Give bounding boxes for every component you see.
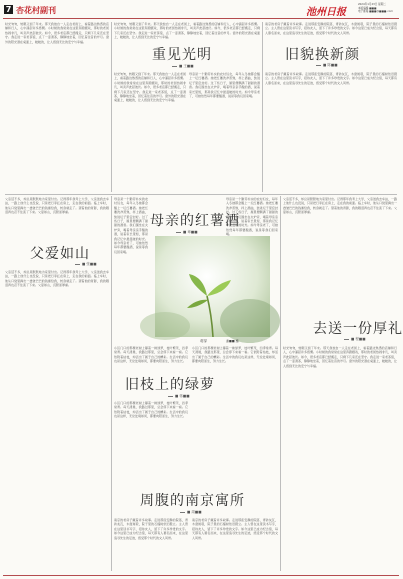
- article-byline: ■ 周■■: [180, 510, 202, 515]
- article-body: 小区门口的那棵老树上攀着一株绿萝，枝叶繁茂，四季常青。每天清晨，我路过那里，总会停下来看一看。它依附着枯枝，却活出了属于自己的精彩。生活中的我们也是这样，无论处境如何，都要向阳而生，努力生长。: [114, 401, 188, 419]
- article-body: 南京的老房子藏着许多故事。走进那座安静的院落，青砖灰瓦，木窗斑驳，院子里的石榴树依旧挺立。主人曾在这里读书写字，招待友人，留下了许多珍贵的文字。如今这里已成为纪念馆，每天都有人慕名而来，在这里追寻先生的足迹，感受那个时代的文人风骨。: [265, 22, 398, 35]
- issue-meta: [358, 3, 393, 14]
- article-byline: ■ 蒋■■: [168, 394, 190, 399]
- article-title: 周腹的南京寓所: [140, 493, 245, 509]
- article-byline: ■ 陈■■: [316, 63, 338, 68]
- article-body: 南京的老房子藏着许多故事。走进那座安静的院落，青砖灰瓦，木窗斑驳，院子里的石榴树依旧挺立。主人曾在这里读书写字，招待友人，留下了许多珍贵的文字。如今这里已成为纪念馆，每天都有人慕名而来，在这里追寻先生的足迹，感受那个时代的文人风骨。: [192, 518, 278, 540]
- article-title: 重见光明: [152, 47, 212, 63]
- article-title: 旧枝上的绿萝: [125, 377, 215, 393]
- page-number: 7: [5, 5, 12, 14]
- article-title: 父爱如山: [30, 246, 90, 262]
- article-body: 小区门口的那棵老树上攀着一株绿萝，枝叶繁茂，四季常青。每天清晨，我路过那里，总会停下来看一看。它依附着枯枝，却活出了属于自己的精彩。生活中的我们也是这样，无论处境如何，都要向阳而生，努力生长。: [192, 346, 278, 364]
- article-byline: ■ 程■■: [344, 337, 366, 342]
- column-divider: [262, 22, 263, 192]
- column-divider: [111, 22, 112, 192]
- article-body: 南京的老房子藏着许多故事。走进那座安静的院落，青砖灰瓦，木窗斑驳，院子里的石榴树依旧挺立。主人曾在这里读书写字，招待友人，留下了许多珍贵的文字。如今这里已成为纪念馆，每天都有人慕名而来，在这里追寻先生的足迹，感受那个时代的文人风骨。: [265, 72, 398, 85]
- article-byline: ■ 章■■: [176, 230, 198, 235]
- article-body: 时光匆匆，转眼又到了年末。那天我独自一人走在老街上，看着路边熟悉的店铺和行人，心中涌起许多感慨。小时候的我常常在这里奔跑嬉戏，那时的老街热闹非凡，叫卖声此起彼伏。如今，很多老店都已经搬走，只剩下几家还在坚守。我走进一家老茶馆，点了一壶清茶，静静地坐着，回忆着往昔的岁月。窗外的阳光洒在桌面上，暖暖的，让人感到无比的安宁与幸福。: [283, 346, 398, 368]
- article-body: 时光匆匆，转眼又到了年末。那天我独自一人走在老街上，看着路边熟悉的店铺和行人，心中涌起许多感慨。小时候的我常常在这里奔跑嬉戏，那时的老街热闹非凡，叫卖声此起彼伏。如今，很多老店都已经搬走，只剩下几家还在坚守。我走进一家老茶馆，点了一壶清茶，静静地坐着，回忆着往昔的岁月。窗外的阳光洒在桌面上，暖暖的，让人感到无比的安宁与幸福。: [5, 22, 109, 44]
- article-body: 时光匆匆，转眼又到了年末。那天我独自一人走在老街上，看着路边熟悉的店铺和行人，心中涌起许多感慨。小时候的我常常在这里奔跑嬉戏，那时的老街热闹非凡，叫卖声此起彼伏。如今，很多老店都已经搬走，只剩下几家还在坚守。我走进一家老茶馆，点了一壶清茶，静静地坐着，回忆着往昔的岁月。窗外的阳光洒在桌面上，暖暖的，让人感到无比的安宁与幸福。: [114, 72, 187, 103]
- editor-line: 本版编辑 ■■■: [358, 6, 377, 10]
- footer-rule: [3, 575, 399, 576]
- article-body: 母亲是一个勤劳朴实的农村妇女，每年入冬她都会酿上一坛红薯酒。她把红薯洗净蒸熟，拌上酒曲，装进坛子里密封好。过了些日子，屋里便飘满了甜甜的酒香。我们围坐在火炉旁，喝着母亲亲手酿的酒，说着家长里短，那是我记忆中最温暖的时光。如今母亲老了，可她依然每年都要酿酒，说是等我们回家喝。: [114, 197, 148, 254]
- article-title: 去送一份厚礼: [313, 321, 403, 337]
- article-body: 父亲话不多，却总是默默地为家里付出。记得那年我考上大学，父亲送我去车站，一路上他什么也没说，只是把行李扛在肩上，走在我的前面。临上车时，他从口袋里掏出一叠皱巴巴的钱塞给我，转身就走了。望着他的背影，我的眼泪再也忍不住流了下来。父爱如山，沉默而厚重。: [5, 197, 109, 215]
- article-body: 母亲是一个勤劳朴实的农村妇女，每年入冬她都会酿上一坛红薯酒。她把红薯洗净蒸熟，拌上酒曲，装进坛子里密封好。过了些日子，屋里便飘满了甜甜的酒香。我们围坐在火炉旁，喝着母亲亲手酿的酒，说着家长里短，那是我记忆中最温暖的时光。如今母亲老了，可她依然每年都要酿酒，说是等我们回家喝。: [226, 197, 278, 237]
- article-body: 时光匆匆，转眼又到了年末。那天我独自一人走在老街上，看着路边熟悉的店铺和行人，心中涌起许多感慨。小时候的我常常在这里奔跑嬉戏，那时的老街热闹非凡，叫卖声此起彼伏。如今，很多老店都已经搬走，只剩下几家还在坚守。我走进一家老茶馆，点了一壶清茶，静静地坐着，回忆着往昔的岁月。窗外的阳光洒在桌面上，暖暖的，让人感到无比的安宁与幸福。: [114, 22, 260, 40]
- photo-title: 莉芽: [200, 339, 208, 343]
- article-byline: ■ 张■■: [75, 262, 97, 267]
- column-divider: [111, 196, 112, 571]
- date-line: 2024年1月23日 星期二: [358, 3, 386, 6]
- article-byline: ■ 王■■: [172, 64, 194, 69]
- photo-credit: 谢■■ 摄: [226, 339, 239, 343]
- article-body: 小区门口的那棵老树上攀着一株绿萝，枝叶繁茂，四季常青。每天清晨，我路过那里，总会停下来看一看。它依附着枯枝，却活出了属于自己的精彩。生活中的我们也是这样，无论处境如何，都要向阳而生，努力生长。: [114, 346, 188, 364]
- header-rule: [3, 18, 399, 19]
- section-divider: [5, 194, 397, 195]
- article-body: 南京的老房子藏着许多故事。走进那座安静的院落，青砖灰瓦，木窗斑驳，院子里的石榴树依旧挺立。主人曾在这里读书写字，招待友人，留下了许多珍贵的文字。如今这里已成为纪念馆，每天都有人慕名而来，在这里追寻先生的足迹，感受那个时代的文人风骨。: [114, 518, 188, 540]
- article-title: 母亲的红薯酒: [150, 213, 240, 229]
- newspaper-logo: 池州日报: [306, 7, 346, 18]
- column-divider: [280, 196, 281, 571]
- photo-sprout: [155, 236, 270, 337]
- email-line: 电子邮箱 ■■■@■■■.com: [358, 10, 393, 13]
- article-body: 母亲是一个勤劳朴实的农村妇女，每年入冬她都会酿上一坛红薯酒。她把红薯洗净蒸熟，拌上酒曲，装进坛子里密封好。过了些日子，屋里便飘满了甜甜的酒香。我们围坐在火炉旁，喝着母亲亲手酿的酒，说着家长里短，那是我记忆中最温暖的时光。如今母亲老了，可她依然每年都要酿酒，说是等我们回家喝。: [189, 72, 260, 99]
- sprout-photo-image: [155, 236, 270, 337]
- section-title: 杏花村副刊: [16, 6, 56, 15]
- article-body: 父亲话不多，却总是默默地为家里付出。记得那年我考上大学，父亲送我去车站，一路上他什么也没说，只是把行李扛在肩上，走在我的前面。临上车时，他从口袋里掏出一叠皱巴巴的钱塞给我，转身就走了。望着他的背影，我的眼泪再也忍不住流了下来。父爱如山，沉默而厚重。: [5, 270, 109, 288]
- article-title: 旧貌换新颜: [285, 47, 360, 63]
- article-body: 父亲话不多，却总是默默地为家里付出。记得那年我考上大学，父亲送我去车站，一路上他什么也没说，只是把行李扛在肩上，走在我的前面。临上车时，他从口袋里掏出一叠皱巴巴的钱塞给我，转身就走了。望着他的背影，我的眼泪再也忍不住流了下来。父爱如山，沉默而厚重。: [283, 197, 398, 215]
